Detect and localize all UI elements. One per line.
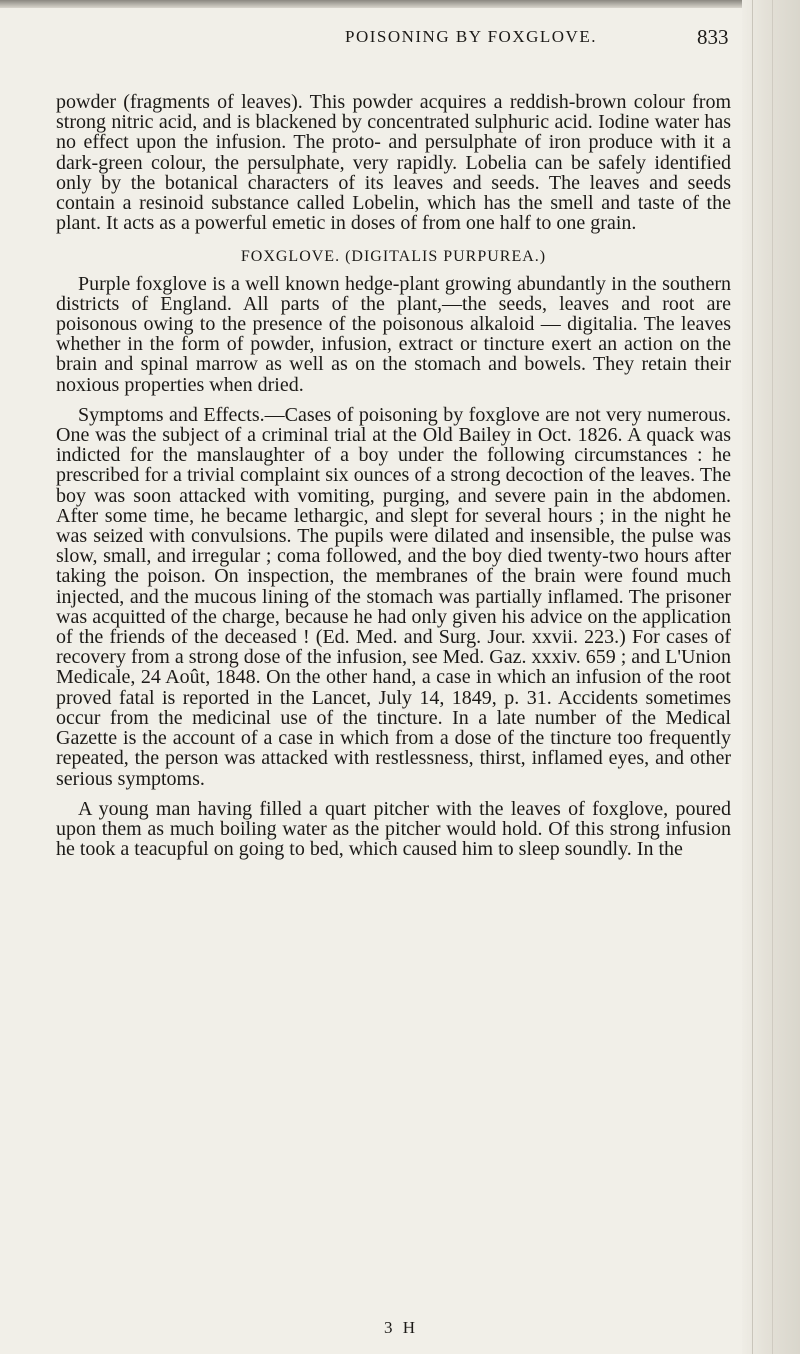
paragraph-young-man-case: A young man having filled a quart pitcher with the leaves of foxglove, poured upon them as much boiling water as the pitcher would hold. Of this strong infusion he took a teacupful on going to bed, which caused him to sleep soundly. In the	[56, 797, 731, 861]
paragraph-foxglove-intro: Purple foxglove is a well known hedge-plant growing abundantly in the southern districts of England. All parts of the plant,—the seeds, leaves and root are poisonous owing to the presence of the poisonous alkaloid — digitalia. The leaves whether in the form of powder, infusion, extract or tincture exert an action on the brain and spinal marrow as well as on the stomach and bowels. They retain their noxious properties when dried.	[56, 272, 731, 396]
body-text	[56, 92, 731, 859]
page-top-edge	[0, 0, 800, 8]
running-title: POISONING BY FOXGLOVE.	[345, 27, 597, 46]
page-binding-edge	[742, 0, 800, 1354]
page-number: 833	[697, 25, 729, 49]
section-heading-foxglove: FOXGLOVE. (DIGITALIS PURPUREA.)	[240, 248, 547, 266]
paragraph-symptoms: Symptoms and Effects.—Cases of poisoning by foxglove are not very numerous. One was the subject of a criminal trial at the Old Bailey in Oct. 1826. A quack was indicted for the manslaughter of a boy under the following circumstances : he prescribed for a trivial complaint six ounces of a strong decoction of the leaves. The boy was soon attacked with vomiting, purging, and severe pain in the abdomen. After some time, he became lethargic, and slept for several hours ; in the night he was seized with convulsions. The pupils were dilated and insensible, the pulse was slow, small, and irregular ; coma followed, and the boy died twenty-two hours after taking the poison. On inspection, the membranes of the brain were found much injected, and the mucous lining of the stomach was partially inflamed. The prisoner was acquitted of the charge, because he had only given his advice on the application of the friends of the deceased ! (Ed. Med. and Surg. Jour. xxvii. 223.) For cases of recovery from a strong dose of the infusion, see Med. Gaz. xxxiv. 659 ; and L'Union Medicale, 24 Août, 1848. On the other hand, a case in which an infusion of the root proved fatal is reported in the Lancet, July 14, 1849, p. 31. Accidents sometimes occur from the medicinal use of the tincture. In a late number of the Medical Gazette is the account of a case in which from a dose of the tincture too frequently repeated, the person was attacked with restlessness, thirst, inflamed eyes, and other serious symptoms.	[56, 403, 731, 790]
paragraph-lobelia: powder (fragments of leaves). This powder acquires a reddish-brown colour from strong nitric acid, and is blackened by concentrated sulphuric acid. Iodine water has no effect upon the infusion. The proto- and persulphate of iron produce with it a dark-green colour, the persulphate, very rapidly. Lobelia can be safely identified only by the botanical characters of its leaves and seeds. The leaves and seeds contain a resinoid substance called Lobelin, which has the smell and taste of the plant. It acts as a powerful emetic in doses of from one half to one grain.	[56, 91, 731, 235]
running-header	[0, 24, 740, 52]
signature-mark: 3 H	[384, 1318, 419, 1337]
